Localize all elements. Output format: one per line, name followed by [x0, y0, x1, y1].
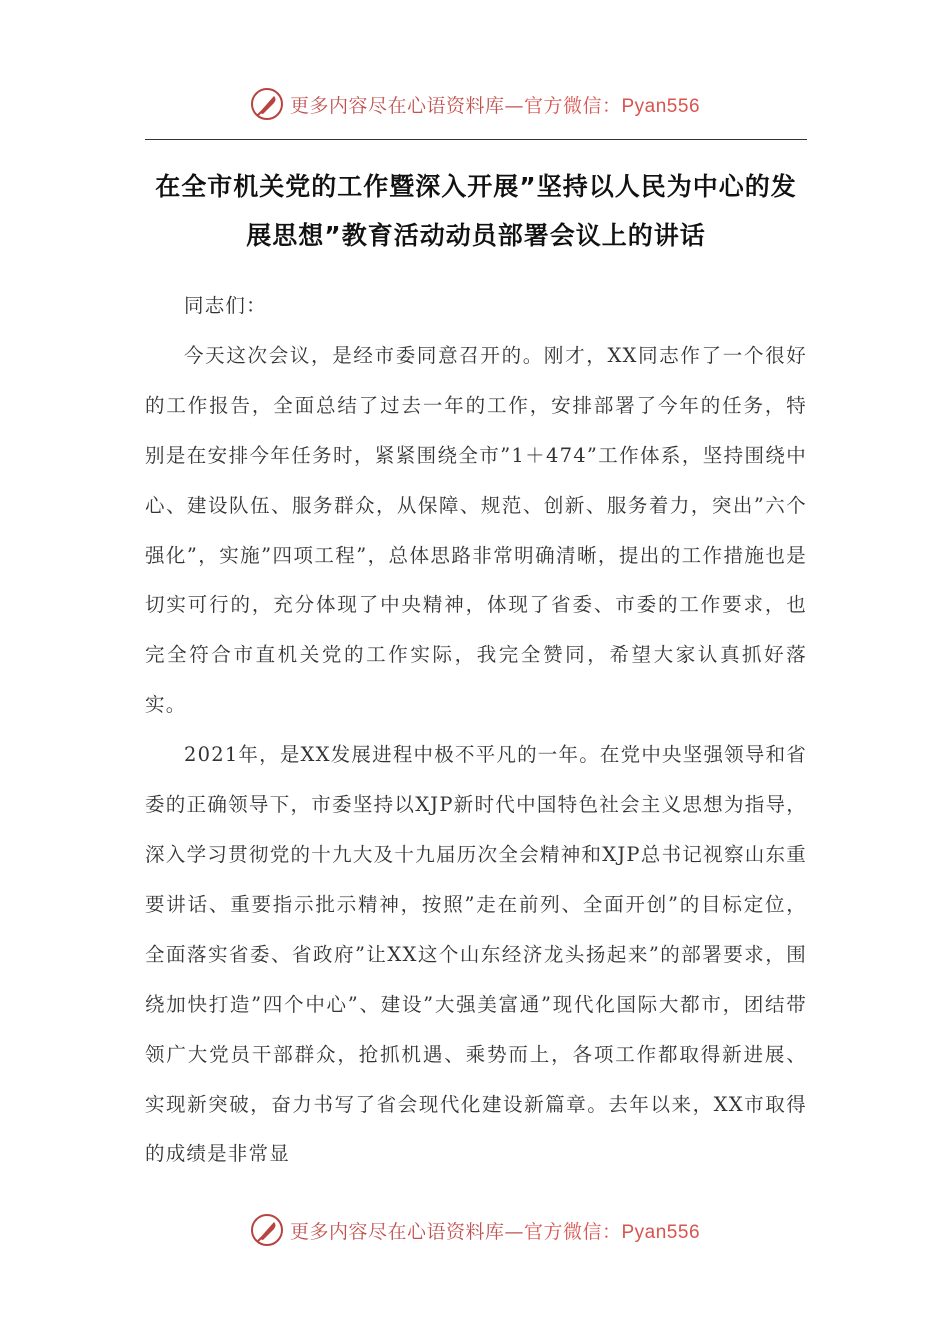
banner-wechat-id: Pyan556 [621, 95, 701, 117]
header-banner-text [290, 91, 700, 118]
banner-wechat-id: Pyan556 [621, 1221, 701, 1243]
paragraph: 今天这次会议，是经市委同意召开的。刚才，XX同志作了一个很好的工作报告，全面总结了过去一年的工作，安排部署了今年的任务，特别是在安排今年任务时，紧紧围绕全市”1＋474”工作体系，坚持围绕中心、建设队伍、服务群众，从保障、规范、创新、服务着力，突出”六个强化”，实施”四项工程”，总体思路非常明确清晰，提出的工作措施也是切实可行的，充分体现了中央精神，体现了省委、市委的工作要求，也完全符合市直机关党的工作实际，我完全赞同，希望大家认真抓好落实。 [145, 343, 807, 717]
banner-official-label: 官方微信： [523, 1220, 622, 1243]
header-divider [145, 139, 807, 140]
document-title: 在全市机关党的工作暨深入开展”坚持以人民为中心的发展思想”教育活动动员部署会议上的讲话 [155, 172, 797, 250]
salutation: 同志们： [184, 294, 267, 317]
footer-banner [0, 1210, 950, 1250]
quill-logo-icon [250, 1213, 284, 1247]
footer-banner-text [290, 1217, 700, 1244]
banner-official-label: 官方微信： [523, 94, 622, 117]
paragraph: 2021年，是XX发展进程中极不平凡的一年。在党中央坚强领导和省委的正确领导下，市委坚持以XJP新时代中国特色社会主义思想为指导，深入学习贯彻党的十九大及十九届历次全会精神和XJP总书记视察山东重要讲话、重要指示批示精神，按照”走在前列、全面开创”的目标定位，全面落实省委、省政府”让XX这个山东经济龙头扬起来”的部署要求，围绕加快打造”四个中心”、建设”大强美富通”现代化国际大都市，团结带领广大党员干部群众，抢抓机遇、乘势而上，各项工作都取得新进展、实现新突破，奋力书写了省会现代化建设新篇章。去年以来，XX市取得的成绩是非常显 [145, 743, 807, 1166]
banner-dash: — [504, 1220, 524, 1243]
banner-site-name: 更多内容尽在心语资料库 [289, 94, 505, 117]
document-body [145, 281, 807, 1179]
banner-dash: — [504, 94, 524, 117]
header-banner [0, 84, 950, 124]
banner-site-name: 更多内容尽在心语资料库 [289, 1220, 505, 1243]
quill-logo-icon [250, 87, 284, 121]
